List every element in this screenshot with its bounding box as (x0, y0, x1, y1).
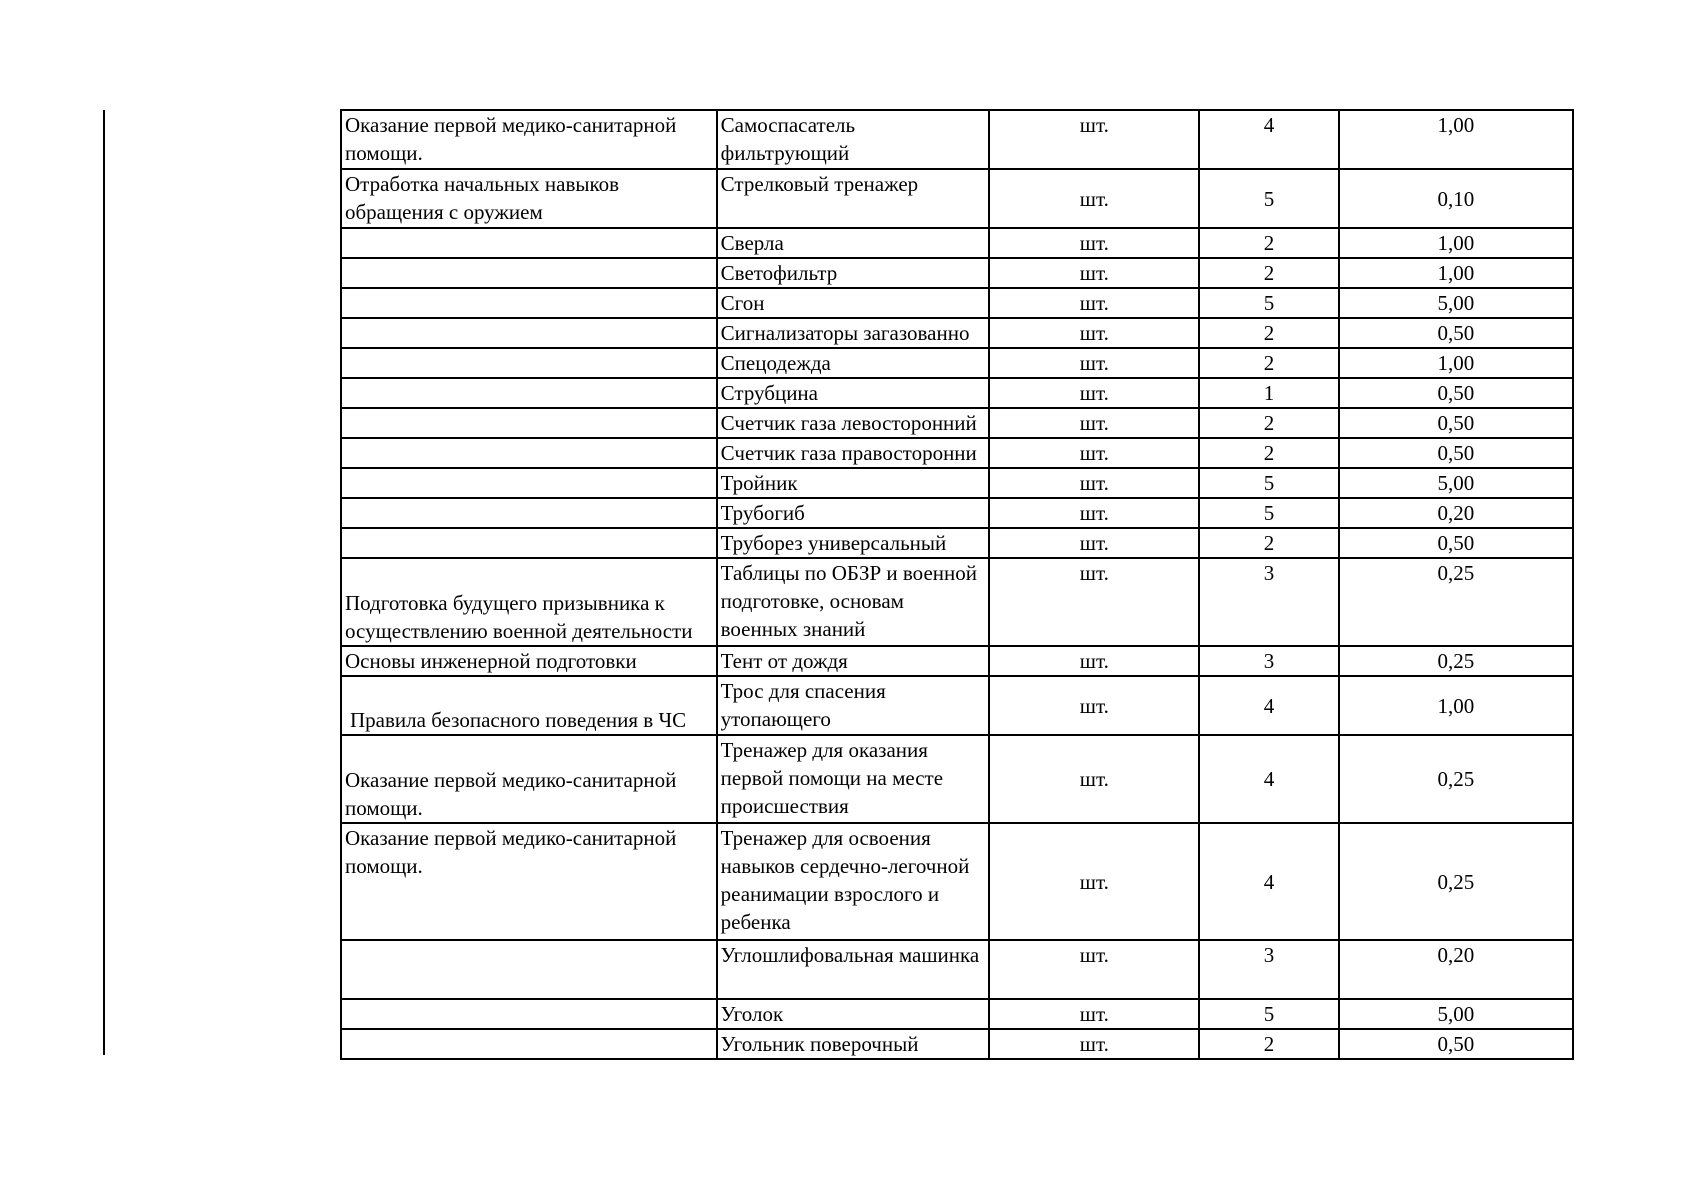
norm-cell: 0,10 (1339, 169, 1573, 228)
unit-cell: шт. (989, 676, 1199, 735)
topic-cell: Отработка начальных навыков обращения с оружием (341, 169, 717, 228)
item-name-cell: Тройник (717, 468, 990, 498)
table-row (341, 1029, 1573, 1059)
quantity-cell: 5 (1199, 288, 1338, 318)
table-row (341, 318, 1573, 348)
item-name-cell: Тент от дождя (717, 646, 990, 676)
norm-cell: 0,50 (1339, 318, 1573, 348)
table-row (341, 378, 1573, 408)
topic-cell: Основы инженерной подготовки (341, 646, 717, 676)
topic-cell (341, 348, 717, 378)
unit-cell: шт. (989, 228, 1199, 258)
item-name-cell: Светофильтр (717, 258, 990, 288)
table-row (341, 676, 1573, 735)
item-name-cell: Струбцина (717, 378, 990, 408)
norm-cell: 1,00 (1339, 348, 1573, 378)
table-row (341, 408, 1573, 438)
topic-cell (341, 1029, 717, 1059)
item-name-cell: Уголок (717, 999, 990, 1029)
quantity-cell: 2 (1199, 318, 1338, 348)
norm-cell: 1,00 (1339, 228, 1573, 258)
norm-cell: 0,50 (1339, 528, 1573, 558)
item-name-cell: Трос для спасения утопающего (717, 676, 990, 735)
unit-cell: шт. (989, 438, 1199, 468)
table-row (341, 558, 1573, 646)
topic-cell (341, 468, 717, 498)
item-name-cell: Трубогиб (717, 498, 990, 528)
left-margin-rule (103, 110, 105, 1055)
norm-cell: 0,20 (1339, 940, 1573, 999)
topic-cell: Подготовка будущего призывника к осуществлению военной деятельности (341, 558, 717, 646)
topic-cell (341, 999, 717, 1029)
unit-cell: шт. (989, 735, 1199, 823)
table-row (341, 468, 1573, 498)
topic-cell (341, 288, 717, 318)
quantity-cell: 2 (1199, 1029, 1338, 1059)
norm-cell: 1,00 (1339, 110, 1573, 169)
quantity-cell: 2 (1199, 408, 1338, 438)
item-name-cell: Углошлифовальная машинка (717, 940, 990, 999)
topic-cell (341, 318, 717, 348)
norm-cell: 0,25 (1339, 646, 1573, 676)
table-row (341, 498, 1573, 528)
norm-cell: 0,50 (1339, 438, 1573, 468)
quantity-cell: 4 (1199, 110, 1338, 169)
norm-cell: 0,20 (1339, 498, 1573, 528)
unit-cell: шт. (989, 318, 1199, 348)
item-name-cell: Труборез универсальный (717, 528, 990, 558)
quantity-cell: 4 (1199, 823, 1338, 940)
unit-cell: шт. (989, 558, 1199, 646)
unit-cell: шт. (989, 468, 1199, 498)
quantity-cell: 2 (1199, 258, 1338, 288)
table-row (341, 735, 1573, 823)
unit-cell: шт. (989, 378, 1199, 408)
item-name-cell: Самоспасатель фильтрующий (717, 110, 990, 169)
item-name-cell: Тренажер для освоения навыков сердечно-легочной реанимации взрослого и ребенка (717, 823, 990, 940)
unit-cell: шт. (989, 288, 1199, 318)
quantity-cell: 5 (1199, 498, 1338, 528)
norm-cell: 0,25 (1339, 735, 1573, 823)
norm-cell: 5,00 (1339, 288, 1573, 318)
norm-cell: 1,00 (1339, 676, 1573, 735)
unit-cell: шт. (989, 169, 1199, 228)
table-row (341, 438, 1573, 468)
topic-cell: Оказание первой медико-санитарной помощи. (341, 110, 717, 169)
item-name-cell: Сигнализаторы загазованно (717, 318, 990, 348)
topic-cell: Правила безопасного поведения в ЧС (341, 676, 717, 735)
unit-cell: шт. (989, 1029, 1199, 1059)
quantity-cell: 5 (1199, 468, 1338, 498)
topic-cell (341, 378, 717, 408)
quantity-cell: 3 (1199, 558, 1338, 646)
norm-cell: 0,50 (1339, 378, 1573, 408)
quantity-cell: 5 (1199, 999, 1338, 1029)
topic-cell (341, 408, 717, 438)
table-row (341, 110, 1573, 169)
norm-cell: 0,50 (1339, 1029, 1573, 1059)
table-row (341, 348, 1573, 378)
item-name-cell: Стрелковый тренажер (717, 169, 990, 228)
table-row (341, 528, 1573, 558)
topic-cell (341, 528, 717, 558)
unit-cell: шт. (989, 498, 1199, 528)
item-name-cell: Угольник поверочный (717, 1029, 990, 1059)
item-name-cell: Тренажер для оказания первой помощи на месте происшествия (717, 735, 990, 823)
unit-cell: шт. (989, 348, 1199, 378)
item-name-cell: Спецодежда (717, 348, 990, 378)
quantity-cell: 2 (1199, 438, 1338, 468)
item-name-cell: Счетчик газа правосторонни (717, 438, 990, 468)
norm-cell: 0,50 (1339, 408, 1573, 438)
topic-cell (341, 258, 717, 288)
unit-cell: шт. (989, 940, 1199, 999)
table-row (341, 258, 1573, 288)
table-row (341, 288, 1573, 318)
quantity-cell: 5 (1199, 169, 1338, 228)
quantity-cell: 1 (1199, 378, 1338, 408)
norm-cell: 5,00 (1339, 999, 1573, 1029)
norm-cell: 5,00 (1339, 468, 1573, 498)
item-name-cell: Сверла (717, 228, 990, 258)
quantity-cell: 2 (1199, 348, 1338, 378)
item-name-cell: Сгон (717, 288, 990, 318)
quantity-cell: 4 (1199, 676, 1338, 735)
topic-cell (341, 498, 717, 528)
table-row (341, 940, 1573, 999)
quantity-cell: 2 (1199, 528, 1338, 558)
quantity-cell: 3 (1199, 940, 1338, 999)
topic-cell (341, 228, 717, 258)
unit-cell: шт. (989, 528, 1199, 558)
quantity-cell: 4 (1199, 735, 1338, 823)
unit-cell: шт. (989, 823, 1199, 940)
unit-cell: шт. (989, 646, 1199, 676)
unit-cell: шт. (989, 258, 1199, 288)
quantity-cell: 2 (1199, 228, 1338, 258)
norm-cell: 1,00 (1339, 258, 1573, 288)
equipment-table (340, 109, 1574, 1060)
norm-cell: 0,25 (1339, 558, 1573, 646)
unit-cell: шт. (989, 408, 1199, 438)
table-row (341, 646, 1573, 676)
table-row (341, 169, 1573, 228)
table-row (341, 823, 1573, 940)
table-row (341, 999, 1573, 1029)
norm-cell: 0,25 (1339, 823, 1573, 940)
quantity-cell: 3 (1199, 646, 1338, 676)
topic-cell: Оказание первой медико-санитарной помощи. (341, 735, 717, 823)
table-row (341, 228, 1573, 258)
item-name-cell: Таблицы по ОБЗР и военной подготовке, основам военных знаний (717, 558, 990, 646)
topic-cell (341, 438, 717, 468)
unit-cell: шт. (989, 110, 1199, 169)
topic-cell (341, 940, 717, 999)
topic-cell: Оказание первой медико-санитарной помощи. (341, 823, 717, 940)
unit-cell: шт. (989, 999, 1199, 1029)
item-name-cell: Счетчик газа левосторонний (717, 408, 990, 438)
